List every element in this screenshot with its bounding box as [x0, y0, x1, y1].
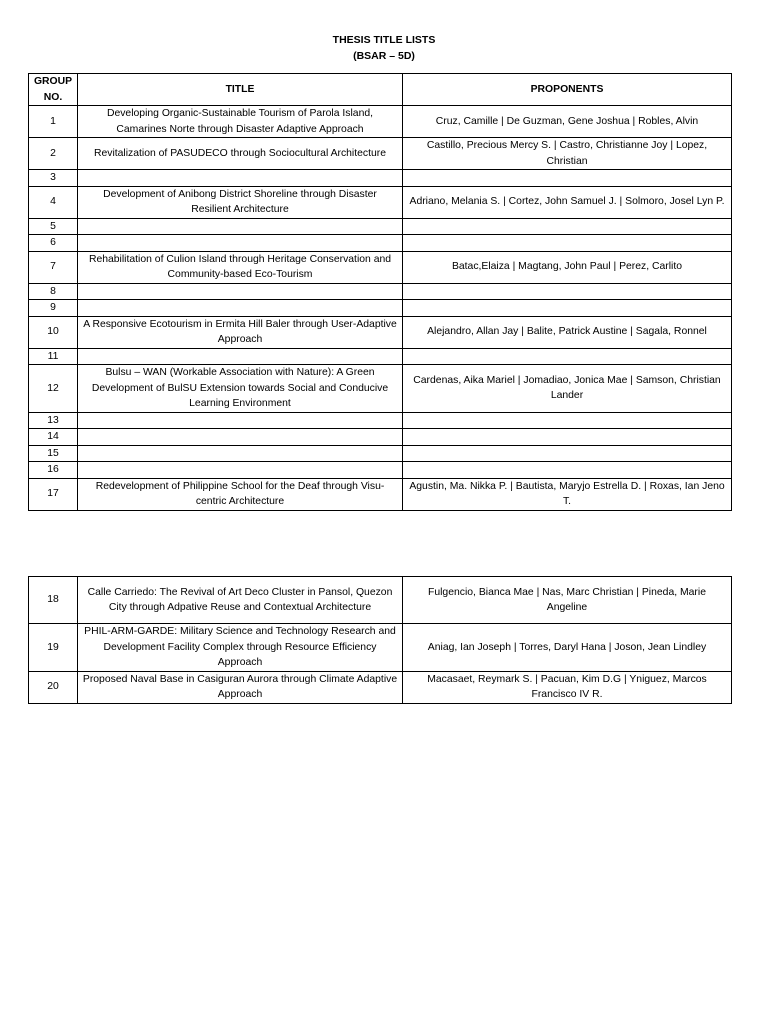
- group-no-cell: 15: [29, 445, 78, 462]
- proponents-cell: Fulgencio, Bianca Mae | Nas, Marc Christian | Pineda, Marie Angeline: [403, 577, 732, 624]
- column-header-group: GROUP NO.: [29, 74, 78, 106]
- title-cell: [78, 429, 403, 446]
- column-header-proponents: PROPONENTS: [403, 74, 732, 106]
- group-no-cell: 17: [29, 478, 78, 510]
- proponents-cell: [403, 235, 732, 252]
- group-no-cell: 16: [29, 462, 78, 479]
- title-cell: Rehabilitation of Culion Island through Heritage Conservation and Community-based Eco-Tourism: [78, 251, 403, 283]
- proponents-cell: [403, 283, 732, 300]
- thesis-table-main: [28, 73, 732, 511]
- title-cell: [78, 283, 403, 300]
- title-cell: Proposed Naval Base in Casiguran Aurora through Climate Adaptive Approach: [78, 671, 403, 703]
- table-row: [29, 251, 732, 283]
- title-cell: [78, 218, 403, 235]
- title-cell: [78, 235, 403, 252]
- column-header-title: TITLE: [78, 74, 403, 106]
- table-header-row: [29, 74, 732, 106]
- table-row: [29, 462, 732, 479]
- group-no-cell: 18: [29, 577, 78, 624]
- proponents-cell: Alejandro, Allan Jay | Balite, Patrick Austine | Sagala, Ronnel: [403, 316, 732, 348]
- title-cell: PHIL-ARM-GARDE: Military Science and Technology Research and Development Facility Complex through Resource Efficiency Approach: [78, 624, 403, 672]
- title-cell: Revitalization of PASUDECO through Sociocultural Architecture: [78, 138, 403, 170]
- group-no-cell: 19: [29, 624, 78, 672]
- proponents-cell: Macasaet, Reymark S. | Pacuan, Kim D.G | Yniguez, Marcos Francisco IV R.: [403, 671, 732, 703]
- proponents-cell: Cruz, Camille | De Guzman, Gene Joshua | Robles, Alvin: [403, 106, 732, 138]
- proponents-cell: Castillo, Precious Mercy S. | Castro, Christianne Joy | Lopez, Christian: [403, 138, 732, 170]
- group-no-cell: 4: [29, 186, 78, 218]
- table-row: [29, 671, 732, 703]
- proponents-cell: Aniag, Ian Joseph | Torres, Daryl Hana | Joson, Jean Lindley: [403, 624, 732, 672]
- group-no-cell: 1: [29, 106, 78, 138]
- title-cell: [78, 348, 403, 365]
- group-no-cell: 6: [29, 235, 78, 252]
- group-no-cell: 9: [29, 300, 78, 317]
- table-row: [29, 316, 732, 348]
- table-row: [29, 365, 732, 413]
- group-no-cell: 10: [29, 316, 78, 348]
- group-no-cell: 12: [29, 365, 78, 413]
- proponents-cell: Batac,Elaiza | Magtang, John Paul | Perez, Carlito: [403, 251, 732, 283]
- title-cell: [78, 170, 403, 187]
- group-no-cell: 20: [29, 671, 78, 703]
- title-cell: Developing Organic-Sustainable Tourism of Parola Island, Camarines Norte through Disaster Adaptive Approach: [78, 106, 403, 138]
- title-cell: Bulsu – WAN (Workable Association with Nature): A Green Development of BulSU Extension towards Social and Conducive Learning Environment: [78, 365, 403, 413]
- table-row: [29, 106, 732, 138]
- table-row: [29, 412, 732, 429]
- table-row: [29, 577, 732, 624]
- heading-title: THESIS TITLE LISTS: [332, 34, 436, 46]
- group-no-cell: 13: [29, 412, 78, 429]
- table-row: [29, 283, 732, 300]
- proponents-cell: [403, 348, 732, 365]
- heading-section: (BSAR – 5D): [353, 49, 415, 62]
- table-row: [29, 445, 732, 462]
- title-cell: [78, 462, 403, 479]
- proponents-cell: Cardenas, Aika Mariel | Jomadiao, Jonica Mae | Samson, Christian Lander: [403, 365, 732, 413]
- group-no-cell: 14: [29, 429, 78, 446]
- proponents-cell: [403, 170, 732, 187]
- table-row: [29, 235, 732, 252]
- document-heading: [0, 33, 768, 64]
- table-row: [29, 429, 732, 446]
- proponents-cell: [403, 462, 732, 479]
- table-row: [29, 170, 732, 187]
- table-row: [29, 138, 732, 170]
- title-cell: Calle Carriedo: The Revival of Art Deco Cluster in Pansol, Quezon City through Adpative Reuse and Contextual Architecture: [78, 577, 403, 624]
- group-no-cell: 5: [29, 218, 78, 235]
- title-cell: Development of Anibong District Shoreline through Disaster Resilient Architecture: [78, 186, 403, 218]
- title-cell: A Responsive Ecotourism in Ermita Hill Baler through User-Adaptive Approach: [78, 316, 403, 348]
- title-cell: [78, 300, 403, 317]
- table-row: [29, 624, 732, 672]
- proponents-cell: [403, 445, 732, 462]
- group-no-cell: 3: [29, 170, 78, 187]
- title-cell: Redevelopment of Philippine School for the Deaf through Visu-centric Architecture: [78, 478, 403, 510]
- table-row: [29, 478, 732, 510]
- group-no-cell: 7: [29, 251, 78, 283]
- proponents-cell: [403, 412, 732, 429]
- group-no-cell: 11: [29, 348, 78, 365]
- title-cell: [78, 445, 403, 462]
- thesis-table-continued: [28, 576, 732, 704]
- proponents-cell: Agustin, Ma. Nikka P. | Bautista, Maryjo Estrella D. | Roxas, Ian Jeno T.: [403, 478, 732, 510]
- group-no-cell: 8: [29, 283, 78, 300]
- proponents-cell: [403, 300, 732, 317]
- proponents-cell: [403, 218, 732, 235]
- table-row: [29, 186, 732, 218]
- table-row: [29, 300, 732, 317]
- table-row: [29, 218, 732, 235]
- group-no-cell: 2: [29, 138, 78, 170]
- proponents-cell: Adriano, Melania S. | Cortez, John Samuel J. | Solmoro, Josel Lyn P.: [403, 186, 732, 218]
- table-row: [29, 348, 732, 365]
- title-cell: [78, 412, 403, 429]
- proponents-cell: [403, 429, 732, 446]
